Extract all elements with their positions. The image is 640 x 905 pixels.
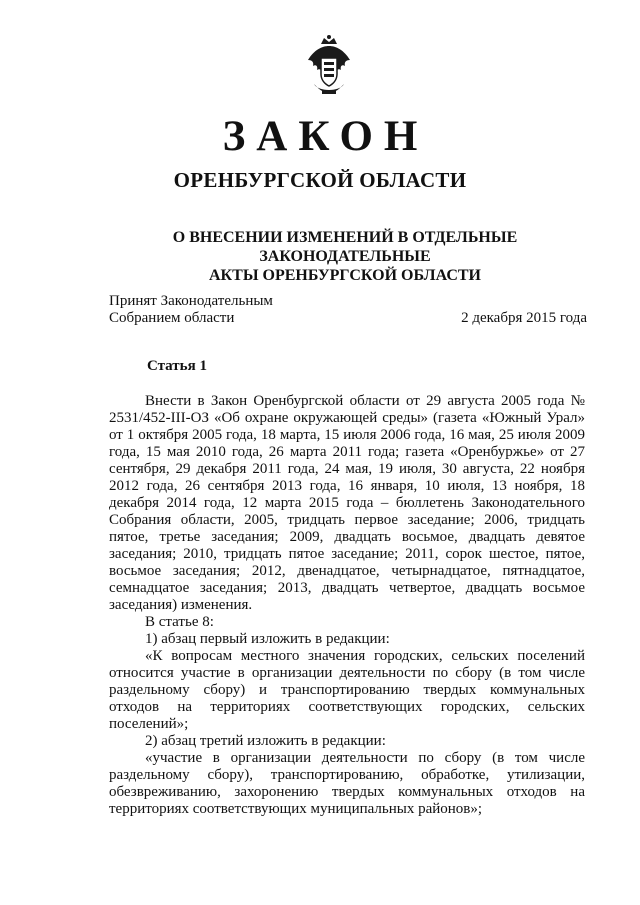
document-title: ЗАКОН <box>222 113 429 160</box>
region-name: ОРЕНБУРГСКОЙ ОБЛАСТИ <box>173 168 467 192</box>
coat-of-arms-icon <box>304 34 354 96</box>
law-subject-line: О ВНЕСЕНИИ ИЗМЕНЕНИЙ В ОТДЕЛЬНЫЕ ЗАКОНОДАТЕЛЬНЫЕ <box>172 229 518 265</box>
article-paragraph: 2) абзац третий изложить в редакции: <box>145 733 386 749</box>
article-paragraph: В статье 8: <box>145 614 214 630</box>
article-paragraph: 1) абзац первый изложить в редакции: <box>145 631 390 647</box>
article-paragraph: «участие в организации деятельности по сбору (в том числе раздельному сбору), транспортированию, обработке, утилизации, обезвреживанию, захоронению твердых коммунальных отходов на территориях соответствующих муниципальных районов»; <box>109 750 585 817</box>
adoption-date: 2 декабря 2015 года <box>461 310 587 326</box>
law-subject <box>90 228 600 285</box>
article-body <box>109 393 585 818</box>
adoption-line: Собранием области <box>109 310 235 326</box>
adoption-note <box>109 293 273 327</box>
adoption-line: Принят Законодательным <box>109 293 273 309</box>
article-paragraph: «К вопросам местного значения городских, сельских поселений относится участие в организации деятельности по сбору (в том числе раздельному сбору) и транспортированию твердых коммунальных отходов на территориях соответствующих городских, сельских поселений»; <box>109 648 585 732</box>
law-subject-line: АКТЫ ОРЕНБУРГСКОЙ ОБЛАСТИ <box>209 267 481 284</box>
article-paragraph: Внести в Закон Оренбургской области от 29 августа 2005 года № 2531/452-III-ОЗ «Об охране окружающей среды» (газета «Южный Урал» от 1 октября 2005 года, 18 марта, 15 июля 2006 года, 16 мая, 25 июля 2009 года, 15 мая 2010 года, 26 марта 2011 года; газета «Оренбуржье» от 27 сентября, 29 декабря 2011 года, 24 мая, 19 июля, 30 августа, 22 ноября 2012 года, 26 сентября 2013 года, 16 января, 10 июля, 13 ноября, 18 декабря 2014 года, 12 марта 2015 года – бюллетень Законодательного Собрания области, 2005, тридцать первое заседание; 2006, тридцать пятое, третье заседания; 2009, двадцать восьмое, двадцать девятое заседания; 2010, тридцать пятое заседание; 2011, сорок шестое, пятое, восьмое заседания; 2012, двенадцатое, четырнадцатое, пятнадцатое, семнадцатое заседания; 2013, двадцать четвертое, двадцать восьмое заседания) изменения. <box>109 393 585 613</box>
article-heading: Статья 1 <box>147 358 207 374</box>
